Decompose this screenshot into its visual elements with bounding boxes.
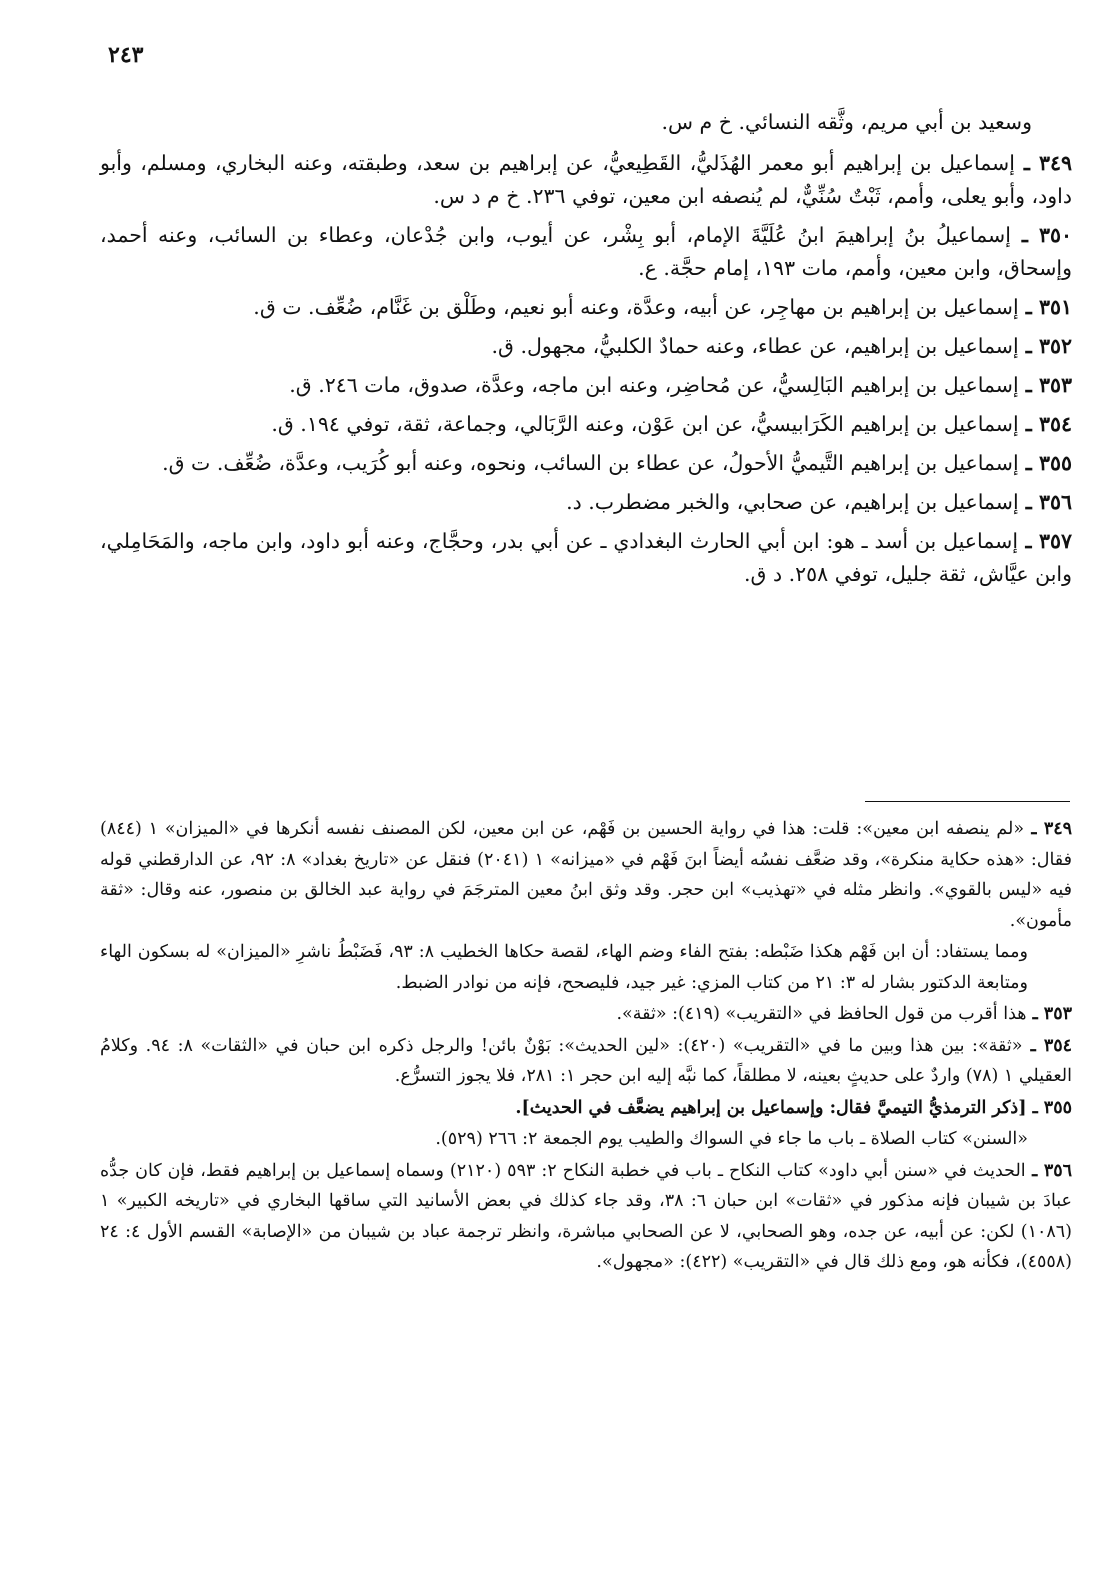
- entry-text: وسعيد بن أبي مريم، وثَّقه النسائي. خ م س.: [661, 110, 1032, 134]
- footnote-353: [100, 999, 1072, 1030]
- entry-continuation: [100, 106, 1072, 139]
- footnote-text: هذا أقرب من قول الحافظ في «التقريب» (٤١٩): «ثقة».: [616, 1004, 1027, 1024]
- entry-number: ٣٤٩ ـ: [1014, 151, 1072, 175]
- footnote-number: ٣٥٣ ـ: [1026, 1004, 1072, 1024]
- entry-text: إسماعيل بن إبراهيم، عن عطاء، وعنه حمادٌ الكلبيُّ، مجهول. ق.: [491, 334, 1019, 358]
- footnote-349: [100, 814, 1072, 936]
- entry-number: ٣٥٣ ـ: [1018, 373, 1072, 397]
- entry-number: ٣٥٧ ـ: [1018, 529, 1072, 553]
- footnote-text: ومما يستفاد: أن ابن فَهْم هكذا ضَبْطه: بفتح الفاء وضم الهاء، لقصة حكاها الخطيب ٨: ٩٣، فَضَبْطُ ناشرِ «الميزان» له بسكون الهاء ومتابعة الدكتور بشار له ٣: ٢١ من كتاب المزي: غير جيد، فليصحح، فإنه من نوادر الضبط.: [100, 942, 1028, 993]
- entry-357: [100, 525, 1072, 591]
- main-text: [100, 106, 1072, 597]
- footnote-text: «السنن» كتاب الصلاة ـ باب ما جاء في السواك والطيب يوم الجمعة ٢: ٢٦٦ (٥٢٩).: [435, 1129, 1028, 1149]
- footnotes: [100, 814, 1072, 1279]
- entry-349: [100, 147, 1072, 213]
- entry-number: ٣٥١ ـ: [1018, 295, 1072, 319]
- footnote-text: [ذكر الترمذيُّ التيميَّ فقال: وإسماعيل بن إبراهيم يضعَّف في الحديث].: [515, 1097, 1027, 1118]
- footnote-number: ٣٥٤ ـ: [1022, 1035, 1073, 1056]
- entry-356: [100, 486, 1072, 519]
- entry-text: إسماعيل بن إبراهيم التَّيميُّ الأحولُ، عن عطاء بن السائب، ونحوه، وعنه أبو كُرَيب، وعدَّة، ضُعِّف. ت ق.: [162, 451, 1019, 475]
- entry-351: [100, 291, 1072, 324]
- entry-text: إسماعيل بن أسد ـ هو: ابن أبي الحارث البغدادي ـ عن أبي بدر، وحجَّاج، وعنه أبو داود، وابن ماجه، والمَحَامِلي، وابن عيَّاش، ثقة جليل، توفي ٢٥٨. د ق.: [100, 529, 1072, 586]
- footnote-356: [100, 1156, 1072, 1278]
- footnote-number: ٣٥٥ ـ: [1026, 1097, 1072, 1118]
- footnote-number: ٣٥٦ ـ: [1025, 1160, 1073, 1181]
- entry-350: [100, 219, 1072, 285]
- entry-354: [100, 408, 1072, 441]
- footnote-355: [100, 1093, 1072, 1124]
- footnote-text: الحديث في «سنن أبي داود» كتاب النكاح ـ باب في خطبة النكاح ٢: ٥٩٣ (٢١٢٠) وسماه إسماعيل بن إبراهيم فقط، فإن كان جدُّه عبادَ بن شيبان فإنه مذكور في «ثقات» ابن حبان ٦: ٣٨، وقد جاء كذلك في بعض الأسانيد التي ساقها البخاري في «تاريخه الكبير» ١ (١٠٨٦) لكن: عن أبيه، عن جده، وهو الصحابي، لا عن الصحابي مباشرة، وانظر ترجمة عباد بن شيبان من «الإصابة» القسم الأول ٤: ٢٤ (٤٥٥٨)، فكأنه هو، ومع ذلك قال في «التقريب» (٤٢٢): «مجهول».: [100, 1160, 1072, 1272]
- footnote-349-continued: [100, 937, 1072, 998]
- entry-text: إسماعيل بن إبراهيم البَالِسيُّ، عن مُحاضِر، وعنه ابن ماجه، وعدَّة، صدوق، مات ٢٤٦. ق.: [289, 373, 1019, 397]
- entry-number: ٣٥٢ ـ: [1018, 334, 1072, 358]
- footnote-separator: [865, 801, 1070, 802]
- entry-353: [100, 369, 1072, 402]
- footnote-text: «ثقة»: بين هذا وبين ما في «التقريب» (٤٢٠): «لين الحديث»: بَوْنٌ بائن! والرجل ذكره ابن حبان في «الثقات» ٨: ٩٤. وكلامُ العقيلي ١ (٧٨) واردٌ على حديثٍ بعينه، لا مطلقاً، كما نبَّه إليه ابن حجر ١: ٢٨١، فلا يجوز التسرُّع.: [100, 1035, 1072, 1086]
- entry-text: إسماعيلُ بنُ إبراهيمَ ابنُ عُلَيَّةَ الإمام، أبو بِشْر، عن أيوب، وابن جُدْعان، وعطاء بن السائب، وعنه أحمد، وإسحاق، وابن معين، وأمم، مات ١٩٣، إمام حجَّة. ع.: [100, 223, 1072, 280]
- entry-number: ٣٥٥ ـ: [1018, 451, 1072, 475]
- entry-text: إسماعيل بن إبراهيم الكَرَابيسيُّ، عن ابن عَوْن، وعنه الرَّبَالي، وجماعة، ثقة، توفي ١٩٤. ق.: [271, 412, 1019, 436]
- entry-text: إسماعيل بن إبراهيم أبو معمر الهُذَليُّ، القَطِيعيُّ، عن إبراهيم بن سعد، وطبقته، وعنه البخاري، ومسلم، وأبو داود، وأبو يعلى، وأمم، ثَبْتٌ سُنِّيٌّ، لم يُنصفه ابن معين، توفي ٢٣٦. خ م د س.: [100, 151, 1072, 208]
- entry-352: [100, 330, 1072, 363]
- footnote-354: [100, 1031, 1072, 1092]
- entry-number: ٣٥٤ ـ: [1018, 412, 1072, 436]
- footnote-355-source: [100, 1124, 1072, 1155]
- footnote-text: «لم ينصفه ابن معين»: قلت: هذا في رواية الحسين بن فَهْم، عن ابن معين، لكن المصنف نفسه أنكرها في «الميزان» ١ (٨٤٤) فقال: «هذه حكاية منكرة»، وقد ضعَّف نفسُه أيضاً ابنَ فَهْم في «ميزانه» ١ (٢٠٤١) فنقل عن «تاريخ بغداد» ٨: ٩٢، عن الدارقطني قوله فيه «ليس بالقوي». وانظر مثله في «تهذيب» ابن حجر. وقد وثق ابنُ معين المترجَمَ في رواية عبد الخالق بن منصور، عنه وقال: «ثقة مأمون».: [100, 819, 1073, 931]
- page-number: ٢٤٣: [108, 42, 144, 68]
- entry-text: إسماعيل بن إبراهيم، عن صحابي، والخبر مضطرب. د.: [566, 490, 1019, 514]
- entry-number: ٣٥٠ ـ: [1010, 223, 1072, 247]
- entry-text: إسماعيل بن إبراهيم بن مهاجِر، عن أبيه، وعدَّة، وعنه أبو نعيم، وطَلْق بن غَنَّام، ضُعِّف. ت ق.: [253, 295, 1019, 319]
- entry-355: [100, 447, 1072, 480]
- footnote-number: ٣٤٩ ـ: [1024, 819, 1073, 839]
- entry-number: ٣٥٦ ـ: [1018, 490, 1072, 514]
